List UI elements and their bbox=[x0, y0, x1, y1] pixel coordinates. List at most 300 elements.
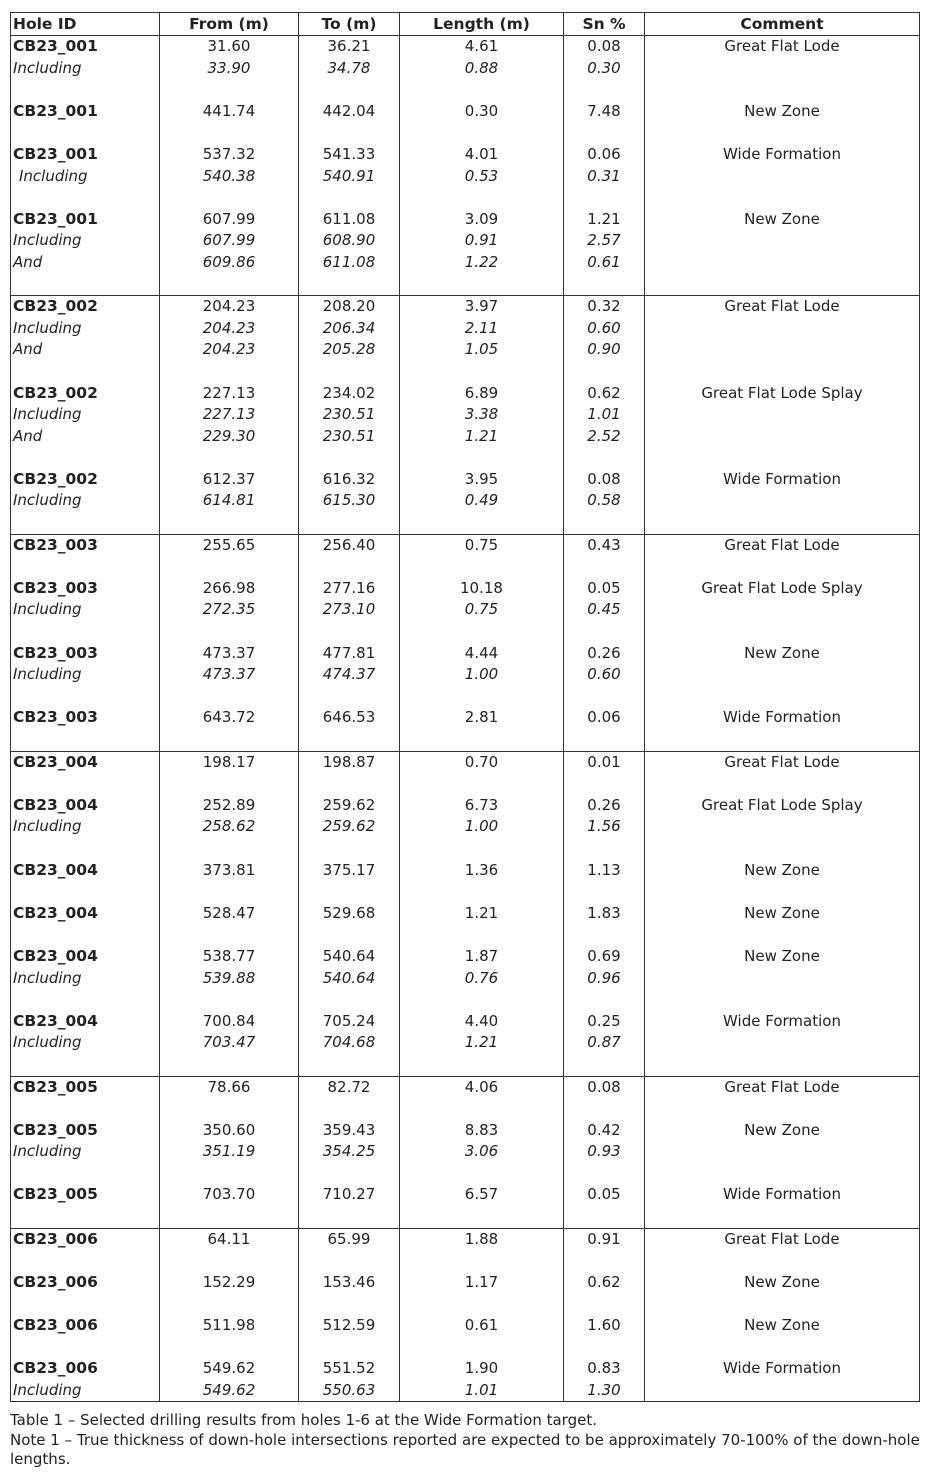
spacer-cell bbox=[160, 1206, 299, 1228]
cell-length: 0.30 bbox=[400, 101, 564, 123]
cell-comment: New Zone bbox=[645, 101, 920, 123]
cell-comment: New Zone bbox=[645, 1315, 920, 1337]
table-row bbox=[11, 795, 920, 817]
spacer-row bbox=[11, 1098, 920, 1120]
spacer-cell bbox=[11, 122, 160, 144]
group-divider-row bbox=[11, 512, 920, 534]
spacer-cell bbox=[645, 1098, 920, 1120]
cell-hole-id: CB23_004 bbox=[11, 903, 160, 925]
cell-to: 611.08 bbox=[299, 209, 400, 231]
cell-hole-id: Including bbox=[11, 1380, 160, 1402]
spacer-cell bbox=[400, 1293, 564, 1315]
spacer-row bbox=[11, 187, 920, 209]
table-row bbox=[11, 1272, 920, 1294]
cell-from: 64.11 bbox=[160, 1228, 299, 1250]
cell-sn: 0.06 bbox=[564, 707, 645, 729]
cell-sn: 0.62 bbox=[564, 383, 645, 405]
spacer-cell bbox=[564, 79, 645, 101]
table-row bbox=[11, 1076, 920, 1098]
cell-hole-id: CB23_005 bbox=[11, 1076, 160, 1098]
cell-from: 351.19 bbox=[160, 1141, 299, 1163]
cell-length: 0.88 bbox=[400, 58, 564, 80]
spacer-cell bbox=[400, 79, 564, 101]
cell-comment: Wide Formation bbox=[645, 469, 920, 491]
cell-sn: 0.08 bbox=[564, 1076, 645, 1098]
spacer-cell bbox=[11, 1293, 160, 1315]
spacer-cell bbox=[645, 989, 920, 1011]
cell-sn: 0.96 bbox=[564, 968, 645, 990]
cell-sn: 0.60 bbox=[564, 664, 645, 686]
table-subrow bbox=[11, 1032, 920, 1054]
spacer-cell bbox=[299, 187, 400, 209]
spacer-cell bbox=[645, 187, 920, 209]
spacer-cell bbox=[564, 1337, 645, 1359]
spacer-cell bbox=[299, 447, 400, 469]
spacer-cell bbox=[160, 512, 299, 534]
cell-to: 36.21 bbox=[299, 36, 400, 58]
cell-comment: New Zone bbox=[645, 946, 920, 968]
cell-from: 528.47 bbox=[160, 903, 299, 925]
spacer-cell bbox=[400, 838, 564, 860]
table-row bbox=[11, 1184, 920, 1206]
spacer-cell bbox=[299, 512, 400, 534]
cell-sn: 0.32 bbox=[564, 296, 645, 318]
table-subrow bbox=[11, 1141, 920, 1163]
spacer-cell bbox=[160, 79, 299, 101]
cell-hole-id: CB23_001 bbox=[11, 209, 160, 231]
table-row bbox=[11, 903, 920, 925]
cell-hole-id: CB23_001 bbox=[11, 101, 160, 123]
spacer-cell bbox=[160, 361, 299, 383]
table-subrow bbox=[11, 426, 920, 448]
spacer-cell bbox=[299, 1337, 400, 1359]
spacer-cell bbox=[299, 122, 400, 144]
cell-length: 4.61 bbox=[400, 36, 564, 58]
table-row bbox=[11, 209, 920, 231]
spacer-cell bbox=[299, 1206, 400, 1228]
spacer-cell bbox=[564, 512, 645, 534]
spacer-cell bbox=[11, 361, 160, 383]
spacer-cell bbox=[564, 1206, 645, 1228]
cell-from: 539.88 bbox=[160, 968, 299, 990]
table-subrow bbox=[11, 404, 920, 426]
cell-comment bbox=[645, 968, 920, 990]
cell-comment: Great Flat Lode bbox=[645, 1076, 920, 1098]
cell-hole-id: CB23_002 bbox=[11, 296, 160, 318]
table-row bbox=[11, 534, 920, 556]
cell-sn: 0.01 bbox=[564, 751, 645, 773]
spacer-cell bbox=[11, 187, 160, 209]
spacer-row bbox=[11, 881, 920, 903]
cell-hole-id: CB23_005 bbox=[11, 1184, 160, 1206]
cell-comment: New Zone bbox=[645, 860, 920, 882]
cell-to: 540.91 bbox=[299, 166, 400, 188]
spacer-cell bbox=[160, 1163, 299, 1185]
table-subrow bbox=[11, 816, 920, 838]
spacer-cell bbox=[645, 1163, 920, 1185]
spacer-cell bbox=[160, 1098, 299, 1120]
cell-length: 1.21 bbox=[400, 426, 564, 448]
table-subrow bbox=[11, 58, 920, 80]
cell-to: 208.20 bbox=[299, 296, 400, 318]
cell-length: 4.40 bbox=[400, 1011, 564, 1033]
cell-length: 0.49 bbox=[400, 490, 564, 512]
cell-sn: 1.13 bbox=[564, 860, 645, 882]
group-divider-row bbox=[11, 729, 920, 751]
table-row bbox=[11, 946, 920, 968]
cell-hole-id: CB23_002 bbox=[11, 469, 160, 491]
spacer-cell bbox=[645, 1206, 920, 1228]
cell-sn: 0.05 bbox=[564, 578, 645, 600]
cell-comment: Wide Formation bbox=[645, 1011, 920, 1033]
cell-to: 474.37 bbox=[299, 664, 400, 686]
cell-comment: Great Flat Lode bbox=[645, 751, 920, 773]
cell-sn: 1.21 bbox=[564, 209, 645, 231]
cell-from: 33.90 bbox=[160, 58, 299, 80]
spacer-cell bbox=[160, 881, 299, 903]
cell-hole-id: CB23_004 bbox=[11, 795, 160, 817]
spacer-row bbox=[11, 556, 920, 578]
cell-hole-id: Including bbox=[11, 230, 160, 252]
cell-comment bbox=[645, 664, 920, 686]
table-subrow bbox=[11, 252, 920, 274]
spacer-cell bbox=[645, 1293, 920, 1315]
spacer-cell bbox=[400, 361, 564, 383]
cell-length: 6.57 bbox=[400, 1184, 564, 1206]
cell-length: 0.70 bbox=[400, 751, 564, 773]
spacer-cell bbox=[645, 122, 920, 144]
spacer-cell bbox=[160, 1054, 299, 1076]
spacer-cell bbox=[299, 1293, 400, 1315]
spacer-cell bbox=[11, 989, 160, 1011]
cell-sn: 1.60 bbox=[564, 1315, 645, 1337]
spacer-row bbox=[11, 621, 920, 643]
cell-to: 206.34 bbox=[299, 318, 400, 340]
cell-to: 256.40 bbox=[299, 534, 400, 556]
spacer-cell bbox=[299, 773, 400, 795]
spacer-cell bbox=[400, 447, 564, 469]
spacer-cell bbox=[11, 773, 160, 795]
spacer-cell bbox=[400, 187, 564, 209]
cell-comment bbox=[645, 58, 920, 80]
cell-to: 65.99 bbox=[299, 1228, 400, 1250]
cell-sn: 0.42 bbox=[564, 1120, 645, 1142]
table-row bbox=[11, 36, 920, 58]
cell-from: 373.81 bbox=[160, 860, 299, 882]
cell-comment: New Zone bbox=[645, 903, 920, 925]
cell-from: 607.99 bbox=[160, 209, 299, 231]
cell-hole-id: Including bbox=[11, 318, 160, 340]
spacer-cell bbox=[11, 1250, 160, 1272]
cell-comment: Great Flat Lode Splay bbox=[645, 578, 920, 600]
table-row bbox=[11, 383, 920, 405]
cell-from: 31.60 bbox=[160, 36, 299, 58]
cell-comment bbox=[645, 230, 920, 252]
spacer-cell bbox=[160, 729, 299, 751]
spacer-cell bbox=[160, 838, 299, 860]
cell-comment bbox=[645, 252, 920, 274]
cell-hole-id: Including bbox=[11, 599, 160, 621]
spacer-cell bbox=[160, 274, 299, 296]
spacer-cell bbox=[299, 881, 400, 903]
cell-length: 3.06 bbox=[400, 1141, 564, 1163]
cell-hole-id: Including bbox=[11, 166, 160, 188]
spacer-row bbox=[11, 924, 920, 946]
spacer-cell bbox=[299, 621, 400, 643]
spacer-cell bbox=[645, 924, 920, 946]
col-header-to: To (m) bbox=[299, 13, 400, 36]
cell-sn: 1.30 bbox=[564, 1380, 645, 1402]
cell-sn: 0.93 bbox=[564, 1141, 645, 1163]
spacer-cell bbox=[564, 361, 645, 383]
spacer-cell bbox=[11, 1098, 160, 1120]
spacer-cell bbox=[11, 621, 160, 643]
cell-length: 8.83 bbox=[400, 1120, 564, 1142]
cell-length: 1.01 bbox=[400, 1380, 564, 1402]
spacer-cell bbox=[11, 729, 160, 751]
cell-to: 477.81 bbox=[299, 643, 400, 665]
cell-sn: 0.60 bbox=[564, 318, 645, 340]
cell-hole-id: Including bbox=[11, 490, 160, 512]
cell-comment bbox=[645, 426, 920, 448]
cell-from: 549.62 bbox=[160, 1358, 299, 1380]
cell-length: 1.87 bbox=[400, 946, 564, 968]
cell-from: 204.23 bbox=[160, 318, 299, 340]
cell-to: 540.64 bbox=[299, 968, 400, 990]
cell-to: 82.72 bbox=[299, 1076, 400, 1098]
cell-comment: Great Flat Lode bbox=[645, 36, 920, 58]
spacer-cell bbox=[160, 1337, 299, 1359]
spacer-cell bbox=[11, 556, 160, 578]
table-row bbox=[11, 707, 920, 729]
cell-to: 230.51 bbox=[299, 404, 400, 426]
spacer-cell bbox=[645, 1250, 920, 1272]
cell-length: 3.97 bbox=[400, 296, 564, 318]
cell-from: 511.98 bbox=[160, 1315, 299, 1337]
cell-from: 607.99 bbox=[160, 230, 299, 252]
spacer-cell bbox=[564, 989, 645, 1011]
cell-comment bbox=[645, 318, 920, 340]
cell-from: 152.29 bbox=[160, 1272, 299, 1294]
cell-length: 1.05 bbox=[400, 339, 564, 361]
cell-sn: 2.52 bbox=[564, 426, 645, 448]
cell-to: 234.02 bbox=[299, 383, 400, 405]
cell-hole-id: CB23_003 bbox=[11, 578, 160, 600]
spacer-cell bbox=[11, 838, 160, 860]
cell-length: 3.09 bbox=[400, 209, 564, 231]
cell-from: 227.13 bbox=[160, 383, 299, 405]
spacer-row bbox=[11, 989, 920, 1011]
col-header-length: Length (m) bbox=[400, 13, 564, 36]
cell-sn: 0.26 bbox=[564, 795, 645, 817]
spacer-row bbox=[11, 1337, 920, 1359]
cell-from: 537.32 bbox=[160, 144, 299, 166]
spacer-cell bbox=[400, 621, 564, 643]
spacer-cell bbox=[564, 1293, 645, 1315]
spacer-cell bbox=[564, 1098, 645, 1120]
spacer-cell bbox=[645, 556, 920, 578]
cell-sn: 0.30 bbox=[564, 58, 645, 80]
cell-from: 266.98 bbox=[160, 578, 299, 600]
spacer-cell bbox=[645, 729, 920, 751]
spacer-row bbox=[11, 1163, 920, 1185]
spacer-cell bbox=[299, 1098, 400, 1120]
table-subrow bbox=[11, 166, 920, 188]
cell-from: 272.35 bbox=[160, 599, 299, 621]
cell-hole-id: And bbox=[11, 252, 160, 274]
spacer-cell bbox=[564, 621, 645, 643]
col-header-hole-id: Hole ID bbox=[11, 13, 160, 36]
table-row bbox=[11, 144, 920, 166]
cell-to: 273.10 bbox=[299, 599, 400, 621]
spacer-cell bbox=[299, 274, 400, 296]
cell-hole-id: CB23_005 bbox=[11, 1120, 160, 1142]
spacer-cell bbox=[645, 361, 920, 383]
spacer-cell bbox=[564, 924, 645, 946]
spacer-cell bbox=[11, 686, 160, 708]
cell-hole-id: CB23_004 bbox=[11, 1011, 160, 1033]
spacer-cell bbox=[400, 1250, 564, 1272]
spacer-cell bbox=[564, 1054, 645, 1076]
spacer-cell bbox=[400, 512, 564, 534]
cell-sn: 0.26 bbox=[564, 643, 645, 665]
cell-hole-id: CB23_004 bbox=[11, 946, 160, 968]
cell-hole-id: And bbox=[11, 339, 160, 361]
spacer-cell bbox=[160, 989, 299, 1011]
cell-sn: 1.01 bbox=[564, 404, 645, 426]
cell-to: 205.28 bbox=[299, 339, 400, 361]
cell-to: 512.59 bbox=[299, 1315, 400, 1337]
spacer-cell bbox=[564, 274, 645, 296]
cell-to: 616.32 bbox=[299, 469, 400, 491]
spacer-cell bbox=[564, 1163, 645, 1185]
cell-comment bbox=[645, 1380, 920, 1402]
cell-comment bbox=[645, 816, 920, 838]
cell-comment bbox=[645, 1141, 920, 1163]
cell-comment bbox=[645, 599, 920, 621]
spacer-cell bbox=[299, 1163, 400, 1185]
group-divider-row bbox=[11, 274, 920, 296]
spacer-row bbox=[11, 447, 920, 469]
cell-comment bbox=[645, 490, 920, 512]
cell-length: 1.21 bbox=[400, 1032, 564, 1054]
cell-length: 1.17 bbox=[400, 1272, 564, 1294]
cell-from: 700.84 bbox=[160, 1011, 299, 1033]
spacer-cell bbox=[645, 274, 920, 296]
cell-hole-id: Including bbox=[11, 1141, 160, 1163]
spacer-cell bbox=[645, 773, 920, 795]
spacer-cell bbox=[160, 924, 299, 946]
cell-from: 258.62 bbox=[160, 816, 299, 838]
cell-hole-id: CB23_006 bbox=[11, 1358, 160, 1380]
cell-length: 1.36 bbox=[400, 860, 564, 882]
cell-comment: Great Flat Lode bbox=[645, 1228, 920, 1250]
cell-to: 354.25 bbox=[299, 1141, 400, 1163]
cell-sn: 0.62 bbox=[564, 1272, 645, 1294]
spacer-cell bbox=[160, 621, 299, 643]
spacer-cell bbox=[564, 556, 645, 578]
spacer-cell bbox=[299, 361, 400, 383]
cell-from: 252.89 bbox=[160, 795, 299, 817]
table-header-row bbox=[11, 13, 920, 36]
spacer-cell bbox=[564, 447, 645, 469]
cell-sn: 0.58 bbox=[564, 490, 645, 512]
drilling-results-table bbox=[10, 12, 920, 1402]
cell-sn: 1.56 bbox=[564, 816, 645, 838]
cell-to: 615.30 bbox=[299, 490, 400, 512]
cell-length: 0.76 bbox=[400, 968, 564, 990]
spacer-cell bbox=[564, 838, 645, 860]
spacer-row bbox=[11, 122, 920, 144]
cell-to: 705.24 bbox=[299, 1011, 400, 1033]
cell-length: 3.95 bbox=[400, 469, 564, 491]
spacer-cell bbox=[645, 1337, 920, 1359]
cell-to: 259.62 bbox=[299, 795, 400, 817]
spacer-cell bbox=[564, 1250, 645, 1272]
cell-comment: Wide Formation bbox=[645, 144, 920, 166]
cell-from: 473.37 bbox=[160, 643, 299, 665]
spacer-cell bbox=[400, 881, 564, 903]
spacer-cell bbox=[299, 838, 400, 860]
cell-to: 551.52 bbox=[299, 1358, 400, 1380]
spacer-cell bbox=[645, 686, 920, 708]
table-subrow bbox=[11, 230, 920, 252]
cell-from: 703.47 bbox=[160, 1032, 299, 1054]
col-header-sn: Sn % bbox=[564, 13, 645, 36]
group-divider-row bbox=[11, 1054, 920, 1076]
table-notes bbox=[10, 1411, 922, 1470]
spacer-cell bbox=[299, 989, 400, 1011]
cell-comment bbox=[645, 339, 920, 361]
table-subrow bbox=[11, 318, 920, 340]
spacer-cell bbox=[564, 773, 645, 795]
col-header-from: From (m) bbox=[160, 13, 299, 36]
table-row bbox=[11, 296, 920, 318]
cell-hole-id: CB23_006 bbox=[11, 1272, 160, 1294]
cell-sn: 0.69 bbox=[564, 946, 645, 968]
spacer-cell bbox=[645, 881, 920, 903]
spacer-cell bbox=[160, 686, 299, 708]
cell-to: 608.90 bbox=[299, 230, 400, 252]
cell-from: 204.23 bbox=[160, 339, 299, 361]
cell-from: 229.30 bbox=[160, 426, 299, 448]
table-subrow bbox=[11, 339, 920, 361]
cell-sn: 0.08 bbox=[564, 36, 645, 58]
cell-hole-id: CB23_003 bbox=[11, 534, 160, 556]
cell-hole-id: CB23_001 bbox=[11, 36, 160, 58]
cell-to: 529.68 bbox=[299, 903, 400, 925]
table-row bbox=[11, 643, 920, 665]
spacer-cell bbox=[564, 729, 645, 751]
spacer-cell bbox=[400, 989, 564, 1011]
table-subrow bbox=[11, 1380, 920, 1402]
cell-to: 710.27 bbox=[299, 1184, 400, 1206]
spacer-cell bbox=[11, 881, 160, 903]
spacer-cell bbox=[400, 556, 564, 578]
cell-hole-id: CB23_001 bbox=[11, 144, 160, 166]
cell-hole-id: CB23_004 bbox=[11, 751, 160, 773]
cell-sn: 0.08 bbox=[564, 469, 645, 491]
cell-length: 1.00 bbox=[400, 816, 564, 838]
spacer-cell bbox=[564, 686, 645, 708]
cell-comment: Great Flat Lode Splay bbox=[645, 795, 920, 817]
spacer-cell bbox=[400, 1206, 564, 1228]
spacer-cell bbox=[564, 881, 645, 903]
spacer-cell bbox=[645, 621, 920, 643]
table-subrow bbox=[11, 968, 920, 990]
cell-length: 2.11 bbox=[400, 318, 564, 340]
cell-from: 198.17 bbox=[160, 751, 299, 773]
